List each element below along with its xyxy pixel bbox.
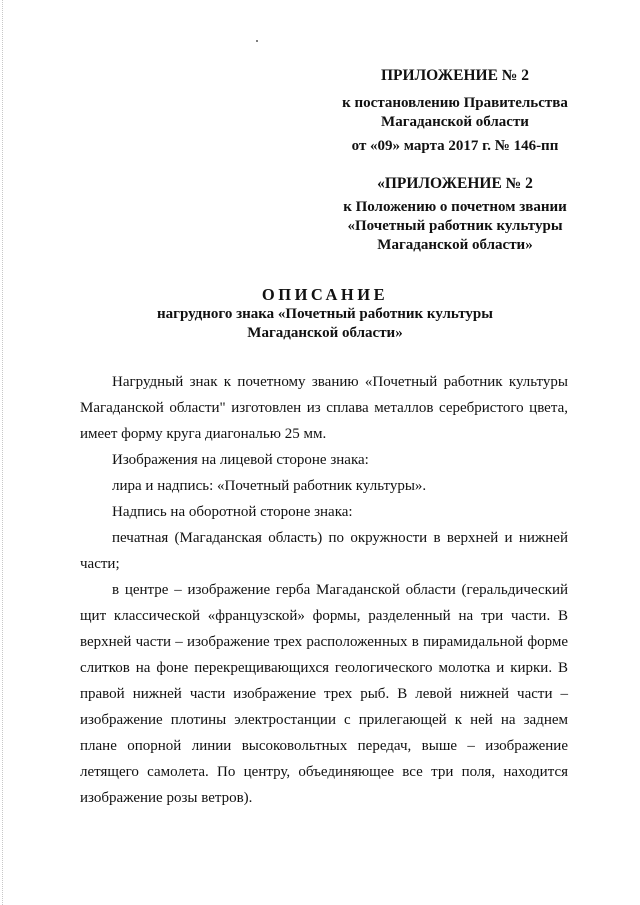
paragraph: Нагрудный знак к почетному званию «Почетный работник культуры Магаданской области" изготовлен из сплава металлов серебристого цвета, имеет форму круга диагональю 25 мм. — [80, 374, 568, 442]
paragraph: лира и надпись: «Почетный работник культуры». — [112, 478, 427, 494]
document-body — [80, 369, 568, 811]
document-title — [100, 285, 550, 343]
scan-speck — [256, 40, 258, 42]
paragraph: Изображения на лицевой стороне знака: — [112, 452, 369, 468]
title-line: нагрудного знака «Почетный работник культуры — [157, 306, 493, 322]
annex-title: ПРИЛОЖЕНИЕ № 2 — [381, 67, 529, 84]
annex-line: к Положению о почетном звании — [343, 199, 567, 215]
annex-line: Магаданской области — [381, 114, 529, 130]
annex-header-regulation — [330, 174, 580, 255]
scan-edge-dots — [2, 0, 4, 905]
annex-date-line: от «09» марта 2017 г. № 146-пп — [351, 138, 559, 154]
annex-line: «Почетный работник культуры — [347, 218, 563, 234]
paragraph: печатная (Магаданская область) по окружности в верхней и нижней части; — [80, 530, 568, 572]
annex-header-resolution — [330, 66, 580, 156]
paragraph: Надпись на оборотной стороне знака: — [112, 504, 353, 520]
annex-line: Магаданской области» — [377, 237, 533, 253]
paragraph: в центре – изображение герба Магаданской области (геральдический щит классической «французской» формы, разделенный на три части. В верхней части – изображение трех расположенных в пирамидальной форме слитков на фоне перекрещивающихся геологического молотка и кирки. В правой нижней части изображение трех рыб. В левой нижней части – изображение плотины электростанции с прилегающей к ней на заднем плане опорной линии высоковольтных передач, выше – изображение летящего самолета. По центру, объединяющее все три поля, находится изображение розы ветров). — [80, 582, 568, 806]
title-line: Магаданской области» — [247, 325, 403, 341]
annex-title: «ПРИЛОЖЕНИЕ № 2 — [377, 175, 533, 192]
title-heading: ОПИСАНИЕ — [261, 285, 389, 304]
annex-line: к постановлению Правительства — [342, 95, 568, 111]
